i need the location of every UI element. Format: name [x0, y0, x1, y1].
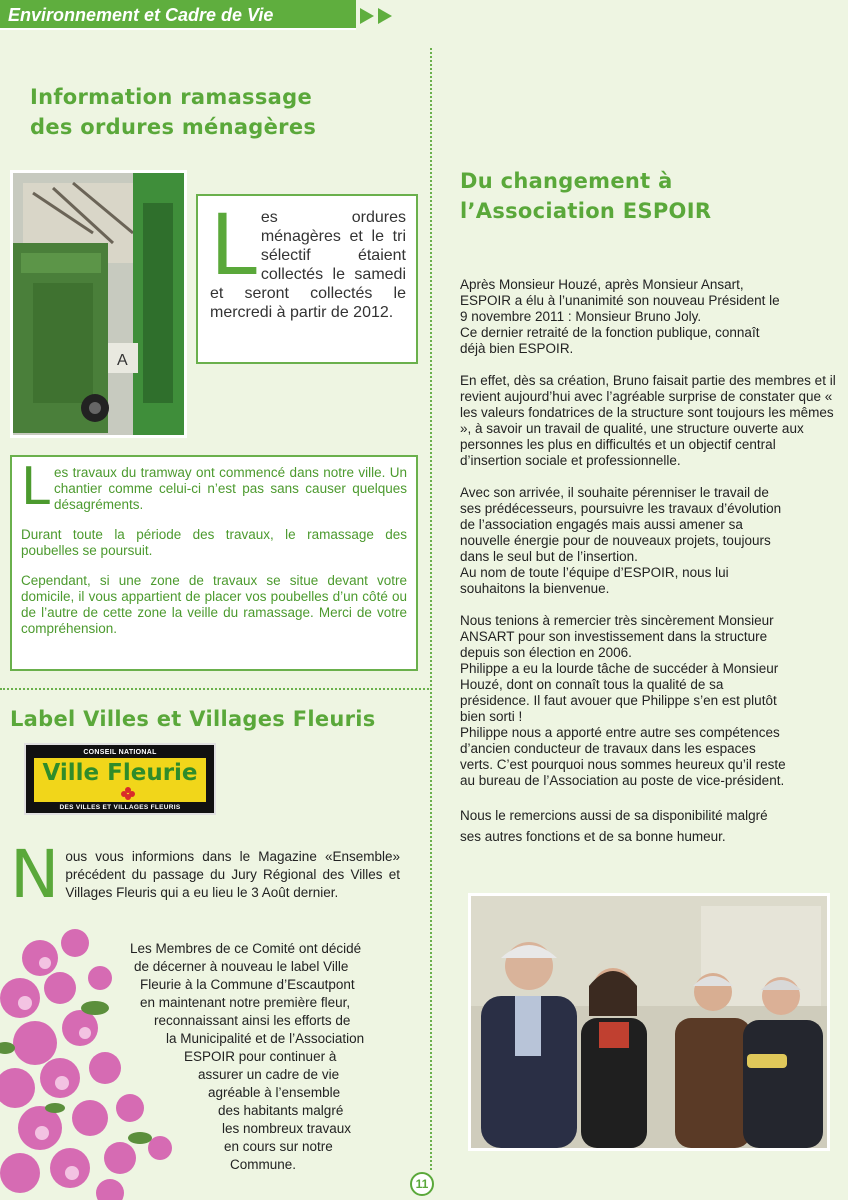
tramway-notice-p1: L es travaux du tramway ont commencé dans notre ville. Un chantier comme celui-ci n’est pas sans causer quelques désagréments.	[21, 457, 407, 517]
espoir-paragraph-1: Après Monsieur Houzé, après Monsieur Ansart, ESPOIR a élu à l’unanimité son nouveau Président le 9 novembre 2011 : Monsieur Bruno Joly. Ce dernier retraité de la fonction publique, connaît déjà bien ESPOIR.	[460, 277, 780, 356]
double-arrow-icon	[358, 6, 398, 26]
svg-text:A: A	[117, 352, 128, 369]
section-header	[0, 0, 356, 30]
espoir-paragraph-2: En effet, dès sa création, Bruno faisait partie des membres et il revient aujourd’hui avec l’agréable surprise de constater que « les valeurs fondatrices de la structure sont toujours les mêmes », à savoir un travail de qualité, une structure ouverte aux personnes les plus en difficultés et un objectif central d’insertion sociale et professionnelle.	[460, 373, 836, 468]
article-title-ramassage: Information ramassage des ordures ménagères	[30, 85, 317, 139]
section-title: Environnement et Cadre de Vie	[8, 5, 274, 25]
garbage-truck-photo	[10, 170, 187, 438]
page-number: 11	[410, 1172, 434, 1196]
espoir-group-photo	[468, 893, 830, 1151]
column-divider	[430, 48, 432, 1170]
dropcap: L	[210, 196, 257, 294]
dropcap: L	[21, 457, 50, 517]
jury-decision-paragraph: Les Membres de ce Comité ont décidé de décerner à nouveau le label Ville Fleurie à la Commune d’Escautpont en maintenant notre première fleur, reconnaissant ainsi les efforts de la Municipalité et de l’Association ESPOIR pour continuer à assurer un cadre de vie agréable à l’ensemble des habitants malgré les nombreux travaux en cours sur notre Commune.	[130, 941, 365, 1172]
espoir-paragraph-5: Nous le remercions aussi de sa disponibilité malgré ses autres fonctions et de sa bonne humeur.	[460, 808, 768, 844]
collection-change-text: es ordures ménagères et le tri sélectif étaient collectés le samedi et seront collectés le mercredi à partir de 2012.	[210, 209, 406, 321]
jury-visit-paragraph: N ous vous informions dans le Magazine «Ensemble» précédent du passage du Jury Régional des Villes et Villages Fleuris qui a eu lieu le 3 Août dernier.	[10, 836, 400, 913]
espoir-article-body	[460, 277, 840, 847]
collection-change-box	[196, 194, 418, 364]
dropcap: N	[10, 836, 60, 913]
espoir-paragraph-4: Nous tenions à remercier très sincèrement Monsieur ANSART pour son investissement dans la structure depuis son élection en 2006. Philippe a eu la lourde tâche de succéder à Monsieur Houzé, dont on connaît tous la qualité de sa présidence. Il faut avouer que Philippe s’en est plutôt bien sorti ! Philippe nous a apporté entre autre ses compétences d’ancien conducteur de travaux dans les espaces verts. C’est pourquoi nous sommes heureux qu’il reste au bureau de l’Association au poste de vice-président.	[460, 613, 786, 788]
tramway-notice-p3: Cependant, si une zone de travaux se situe devant votre domicile, il vous appartient de placer vos poubelles d’un côté ou de l’autre de cette zone la veille du ramassage. Merci de votre compréhension.	[21, 573, 407, 636]
article-title-espoir: Du changement à l’Association ESPOIR	[460, 169, 712, 223]
section-divider	[0, 688, 432, 690]
ville-fleurie-logo: CONSEIL NATIONAL Ville Fleurie DES VILLES ET VILLAGES FLEURIS	[24, 743, 216, 815]
article-title-label: Label Villes et Villages Fleuris	[10, 707, 376, 731]
flower-icon	[120, 786, 136, 800]
tramway-notice-p2: Durant toute la période des travaux, le ramassage des poubelles se poursuit.	[21, 527, 407, 558]
tramway-notice-box	[10, 455, 418, 671]
espoir-paragraph-3: Avec son arrivée, il souhaite pérenniser le travail de ses prédécesseurs, poursuivre les travaux d’évolution de l’association engagés mais aussi amener sa nouvelle énergie pour de nouveaux projets, toujours dans le seul but de l’insertion. Au nom de toute l’équipe d’ESPOIR, nous lui souhaitons la bienvenue.	[460, 485, 782, 596]
